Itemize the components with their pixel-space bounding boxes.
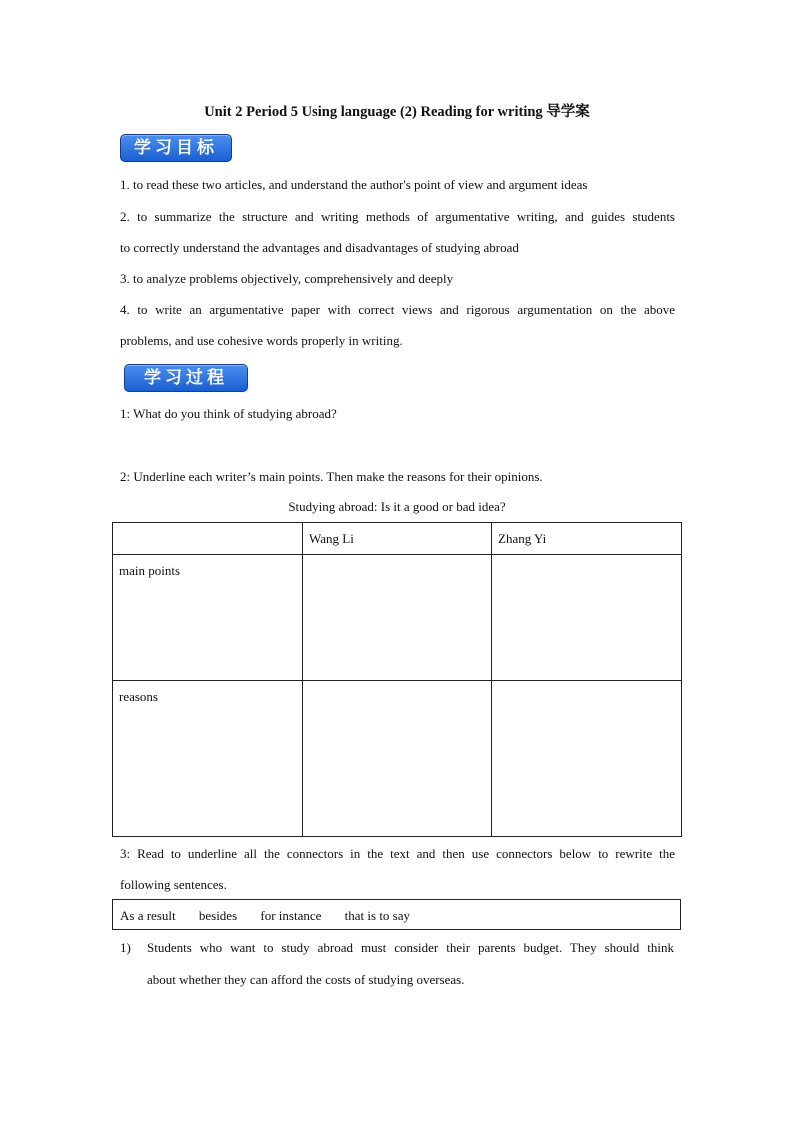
question-2: 2: Underline each writer’s main points. Then make the reasons for their opinions. xyxy=(120,469,543,484)
table-caption: Studying abroad: Is it a good or bad idea? xyxy=(288,499,506,514)
process-badge: 学习过程 xyxy=(124,364,248,392)
table-header-row xyxy=(113,523,682,555)
table-header-empty xyxy=(113,523,303,555)
cell-wang-li-reasons[interactable] xyxy=(303,681,492,837)
item-1-number: 1) xyxy=(120,940,131,955)
item-1-line-1: Students who want to study abroad must consider their parents budget. They should think xyxy=(147,940,674,955)
item-1-line-2: about whether they can afford the costs of studying overseas. xyxy=(147,972,465,987)
question-3-line-1: 3: Read to underline all the connectors in the text and then use connectors below to rewrite the xyxy=(120,846,675,861)
row-label-main-points: main points xyxy=(113,555,303,681)
table-row xyxy=(113,555,682,681)
objective-4-line-1: 4. to write an argumentative paper with correct views and rigorous argumentation on the above xyxy=(120,302,675,317)
objective-1: 1. to read these two articles, and understand the author's point of view and argument ideas xyxy=(120,177,588,192)
opinion-table xyxy=(112,522,682,837)
objective-2-line-2: to correctly understand the advantages and disadvantages of studying abroad xyxy=(120,240,519,255)
cell-zhang-yi-reasons[interactable] xyxy=(492,681,682,837)
page-title: Unit 2 Period 5 Using language (2) Reading for writing 导学案 xyxy=(204,104,590,120)
connector-besides: besides xyxy=(198,908,238,923)
connector-as-a-result: As a result xyxy=(120,908,176,923)
objective-4-line-2: problems, and use cohesive words properly in writing. xyxy=(120,333,403,348)
objectives-badge: 学习目标 xyxy=(120,134,232,162)
table-row xyxy=(113,681,682,837)
cell-wang-li-main-points[interactable] xyxy=(303,555,492,681)
objective-3: 3. to analyze problems objectively, comprehensively and deeply xyxy=(120,271,454,286)
row-label-reasons: reasons xyxy=(113,681,303,837)
cell-zhang-yi-main-points[interactable] xyxy=(492,555,682,681)
connector-for-instance: for instance xyxy=(260,908,322,923)
objective-2-line-1: 2. to summarize the structure and writing methods of argumentative writing, and guides students xyxy=(120,209,675,224)
connector-that-is-to-say: that is to say xyxy=(344,908,411,923)
question-3-line-2: following sentences. xyxy=(120,877,227,892)
table-header-wang-li: Wang Li xyxy=(303,523,492,555)
connectors-box xyxy=(112,899,681,930)
table-header-zhang-yi: Zhang Yi xyxy=(492,523,682,555)
question-1: 1: What do you think of studying abroad? xyxy=(120,406,337,421)
